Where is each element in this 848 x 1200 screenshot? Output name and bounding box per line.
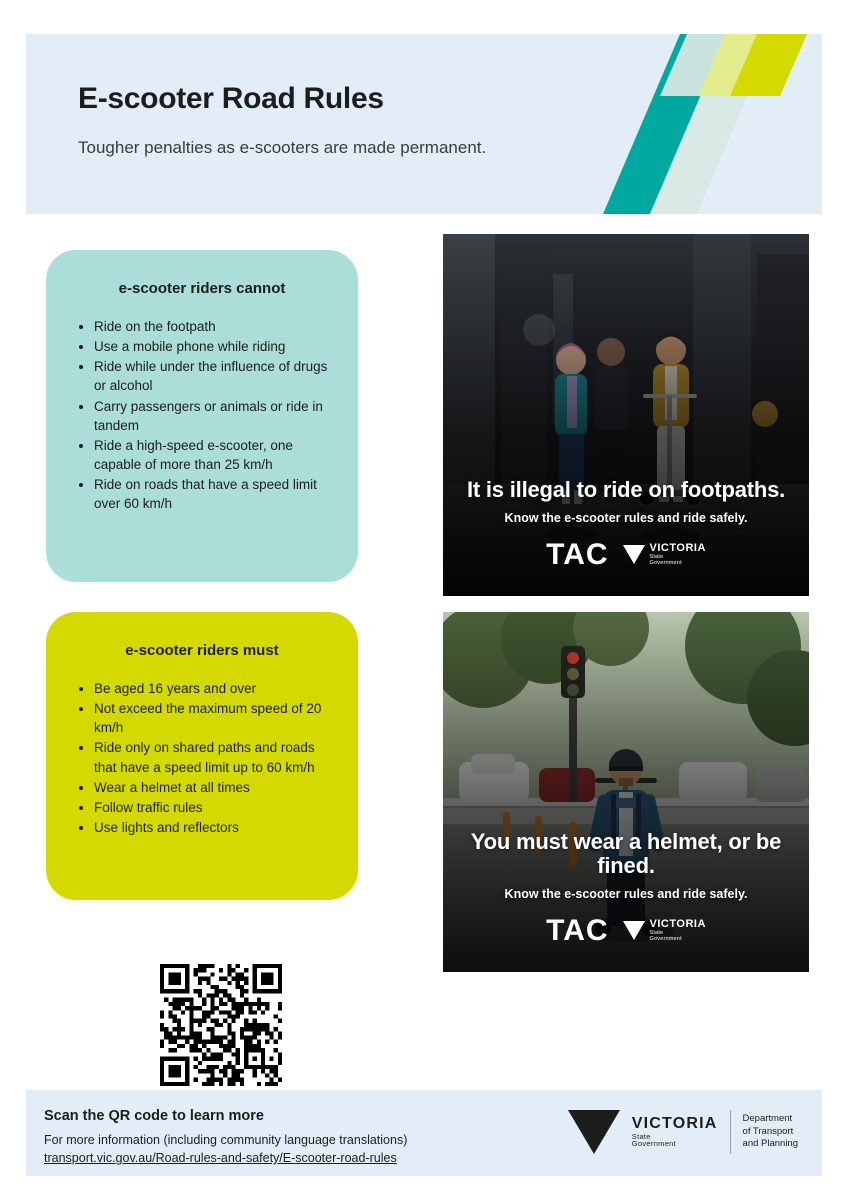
list-item: • Ride while under the influence of drugs or alcohol <box>94 357 332 395</box>
list-item: • Carry passengers or animals or ride in tandem <box>94 397 332 435</box>
footer-link[interactable]: transport.vic.gov.au/Road-rules-and-safety/E-scooter-road-rules <box>44 1151 397 1165</box>
helmet-ad-headline: You must wear a helmet, or be fined. <box>470 828 782 879</box>
card-riders-cannot <box>46 250 358 582</box>
victoria-logo-line2: Government <box>649 559 682 566</box>
victoria-logo-line2: Government <box>631 1139 677 1149</box>
victoria-logo-name: VICTORIA <box>649 542 706 555</box>
card-riders-must <box>46 612 358 900</box>
victoria-triangle-icon <box>623 545 645 564</box>
list-item: • Use a mobile phone while riding <box>94 337 332 356</box>
victoria-triangle-icon <box>623 921 645 940</box>
card-cannot-list <box>72 317 332 514</box>
victoria-logo-line1: State <box>649 554 664 560</box>
qr-code[interactable] <box>160 964 282 1086</box>
helmet-ad-overlay <box>443 830 809 972</box>
footpath-ad-subline: Know the e-scooter rules and ride safely. <box>504 511 748 525</box>
footer-heading: Scan the QR code to learn more <box>44 1108 264 1124</box>
list-item: • Ride a high-speed e-scooter, one capable of more than 25 km/h <box>94 436 332 474</box>
page-header <box>26 34 822 214</box>
department-name: Department of Transport and Planning <box>742 1112 798 1150</box>
list-item: • Not exceed the maximum speed of 20 km/h <box>94 699 332 737</box>
tac-logo: TAC <box>546 538 609 571</box>
victoria-logo-name: VICTORIA <box>649 918 706 931</box>
page-footer <box>26 1090 822 1176</box>
logo-divider <box>730 1110 731 1154</box>
campaign-image-helmet <box>443 612 809 972</box>
victoria-triangle-icon <box>568 1110 620 1154</box>
list-item: • Use lights and reflectors <box>94 818 332 837</box>
page-title: E-scooter Road Rules <box>78 82 384 115</box>
victoria-government-logo <box>623 919 706 942</box>
qr-code-icon[interactable] <box>160 964 282 1086</box>
victoria-logo-line2: Government <box>649 935 682 942</box>
list-item: • Wear a helmet at all times <box>94 778 332 797</box>
campaign-image-footpath <box>443 234 809 596</box>
header-text-block <box>78 82 578 161</box>
footpath-ad-overlay <box>443 478 809 596</box>
victoria-logo-name: VICTORIA <box>631 1114 718 1132</box>
list-item: • Ride on roads that have a speed limit over 60 km/h <box>94 475 332 513</box>
helmet-ad-logos <box>461 916 791 946</box>
chevron-decoration <box>562 34 822 214</box>
victoria-logo-line1: State <box>631 1131 651 1141</box>
card-must-list <box>72 679 332 837</box>
footer-info-line: For more information (including community language translations) <box>44 1133 408 1147</box>
helmet-ad-subline: Know the e-scooter rules and ride safely. <box>504 887 748 901</box>
list-item: • Be aged 16 years and over <box>94 679 332 698</box>
footpath-ad-logos <box>461 540 791 570</box>
footer-text-block <box>44 1108 604 1167</box>
page-subtitle: Tougher penalties as e-scooters are made permanent. <box>78 138 487 157</box>
card-cannot-title: e-scooter riders cannot <box>118 280 286 297</box>
list-item: • Ride only on shared paths and roads that have a speed limit up to 60 km/h <box>94 738 332 776</box>
list-item: • Ride on the footpath <box>94 317 332 336</box>
victoria-logo-line1: State <box>649 930 664 936</box>
footpath-ad-headline: It is illegal to ride on footpaths. <box>466 477 786 503</box>
card-must-title: e-scooter riders must <box>125 642 279 659</box>
victoria-government-logo <box>623 543 706 566</box>
victoria-government-footer-logo <box>568 1110 798 1154</box>
list-item: • Follow traffic rules <box>94 798 332 817</box>
tac-logo: TAC <box>546 914 609 947</box>
